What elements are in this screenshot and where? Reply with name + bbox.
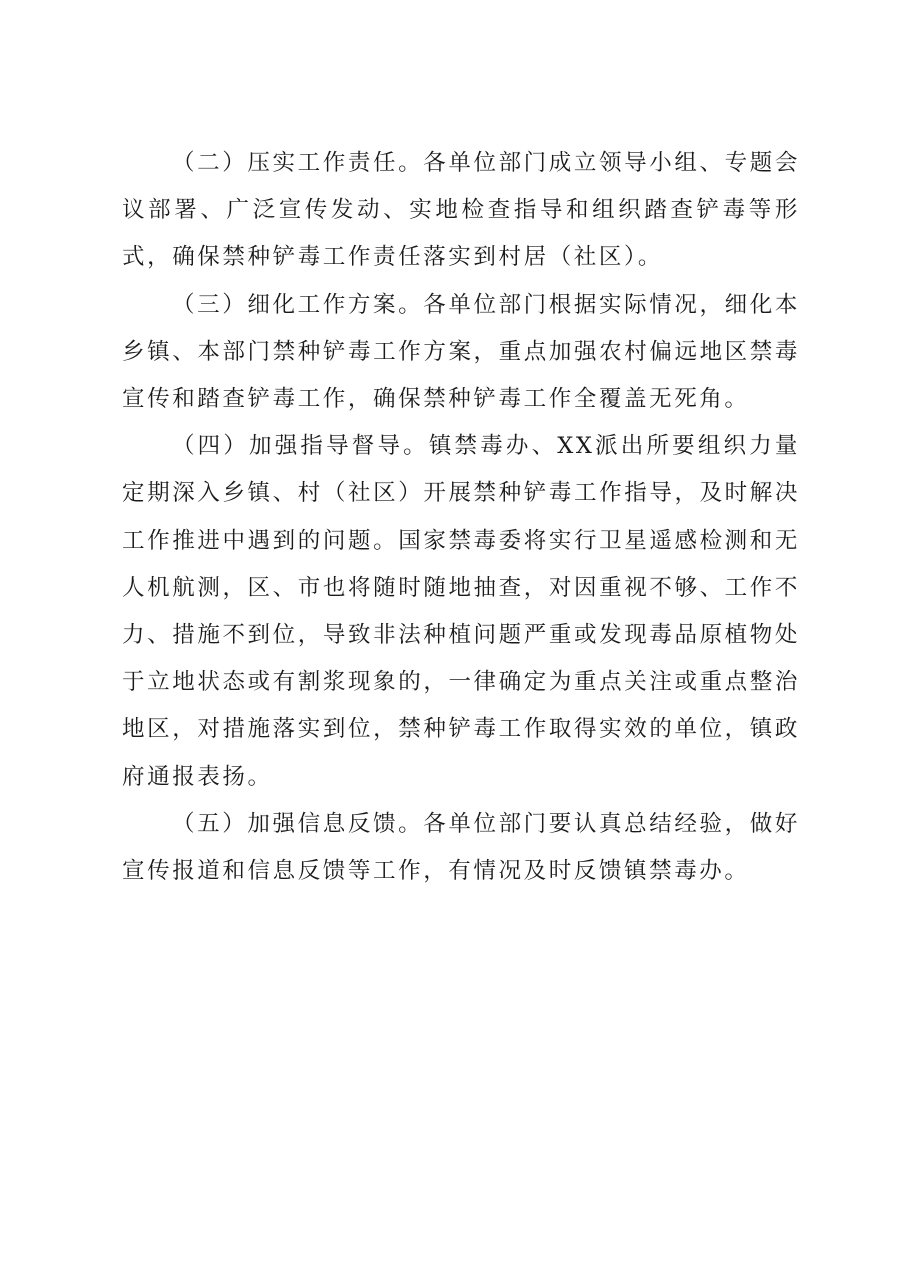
paragraph-supervision: （四）加强指导督导。镇禁毒办、XX派出所要组织力量定期深入乡镇、村（社区）开展禁种铲毒工作指导，及时解决工作推进中遇到的问题。国家禁毒委将实行卫星遥感检测和无人机航测，区、市也将随时随地抽查，对因重视不够、工作不力、措施不到位，导致非法种植问题严重或发现毒品原植物处于立地状态或有割浆现象的，一律确定为重点关注或重点整治地区，对措施落实到位，禁种铲毒工作取得实效的单位，镇政府通报表扬。 (122, 433, 800, 790)
document-body (122, 140, 800, 895)
paragraph-responsibility: （二）压实工作责任。各单位部门成立领导小组、专题会议部署、广泛宣传发动、实地检查指导和组织踏查铲毒等形式，确保禁种铲毒工作责任落实到村居（社区）。 (122, 150, 800, 271)
paragraph-work-plan: （三）细化工作方案。各单位部门根据实际情况，细化本乡镇、本部门禁种铲毒工作方案，重点加强农村偏远地区禁毒宣传和踏查铲毒工作，确保禁种铲毒工作全覆盖无死角。 (122, 291, 800, 413)
paragraph-feedback: （五）加强信息反馈。各单位部门要认真总结经验，做好宣传报道和信息反馈等工作，有情况及时反馈镇禁毒办。 (122, 810, 800, 885)
